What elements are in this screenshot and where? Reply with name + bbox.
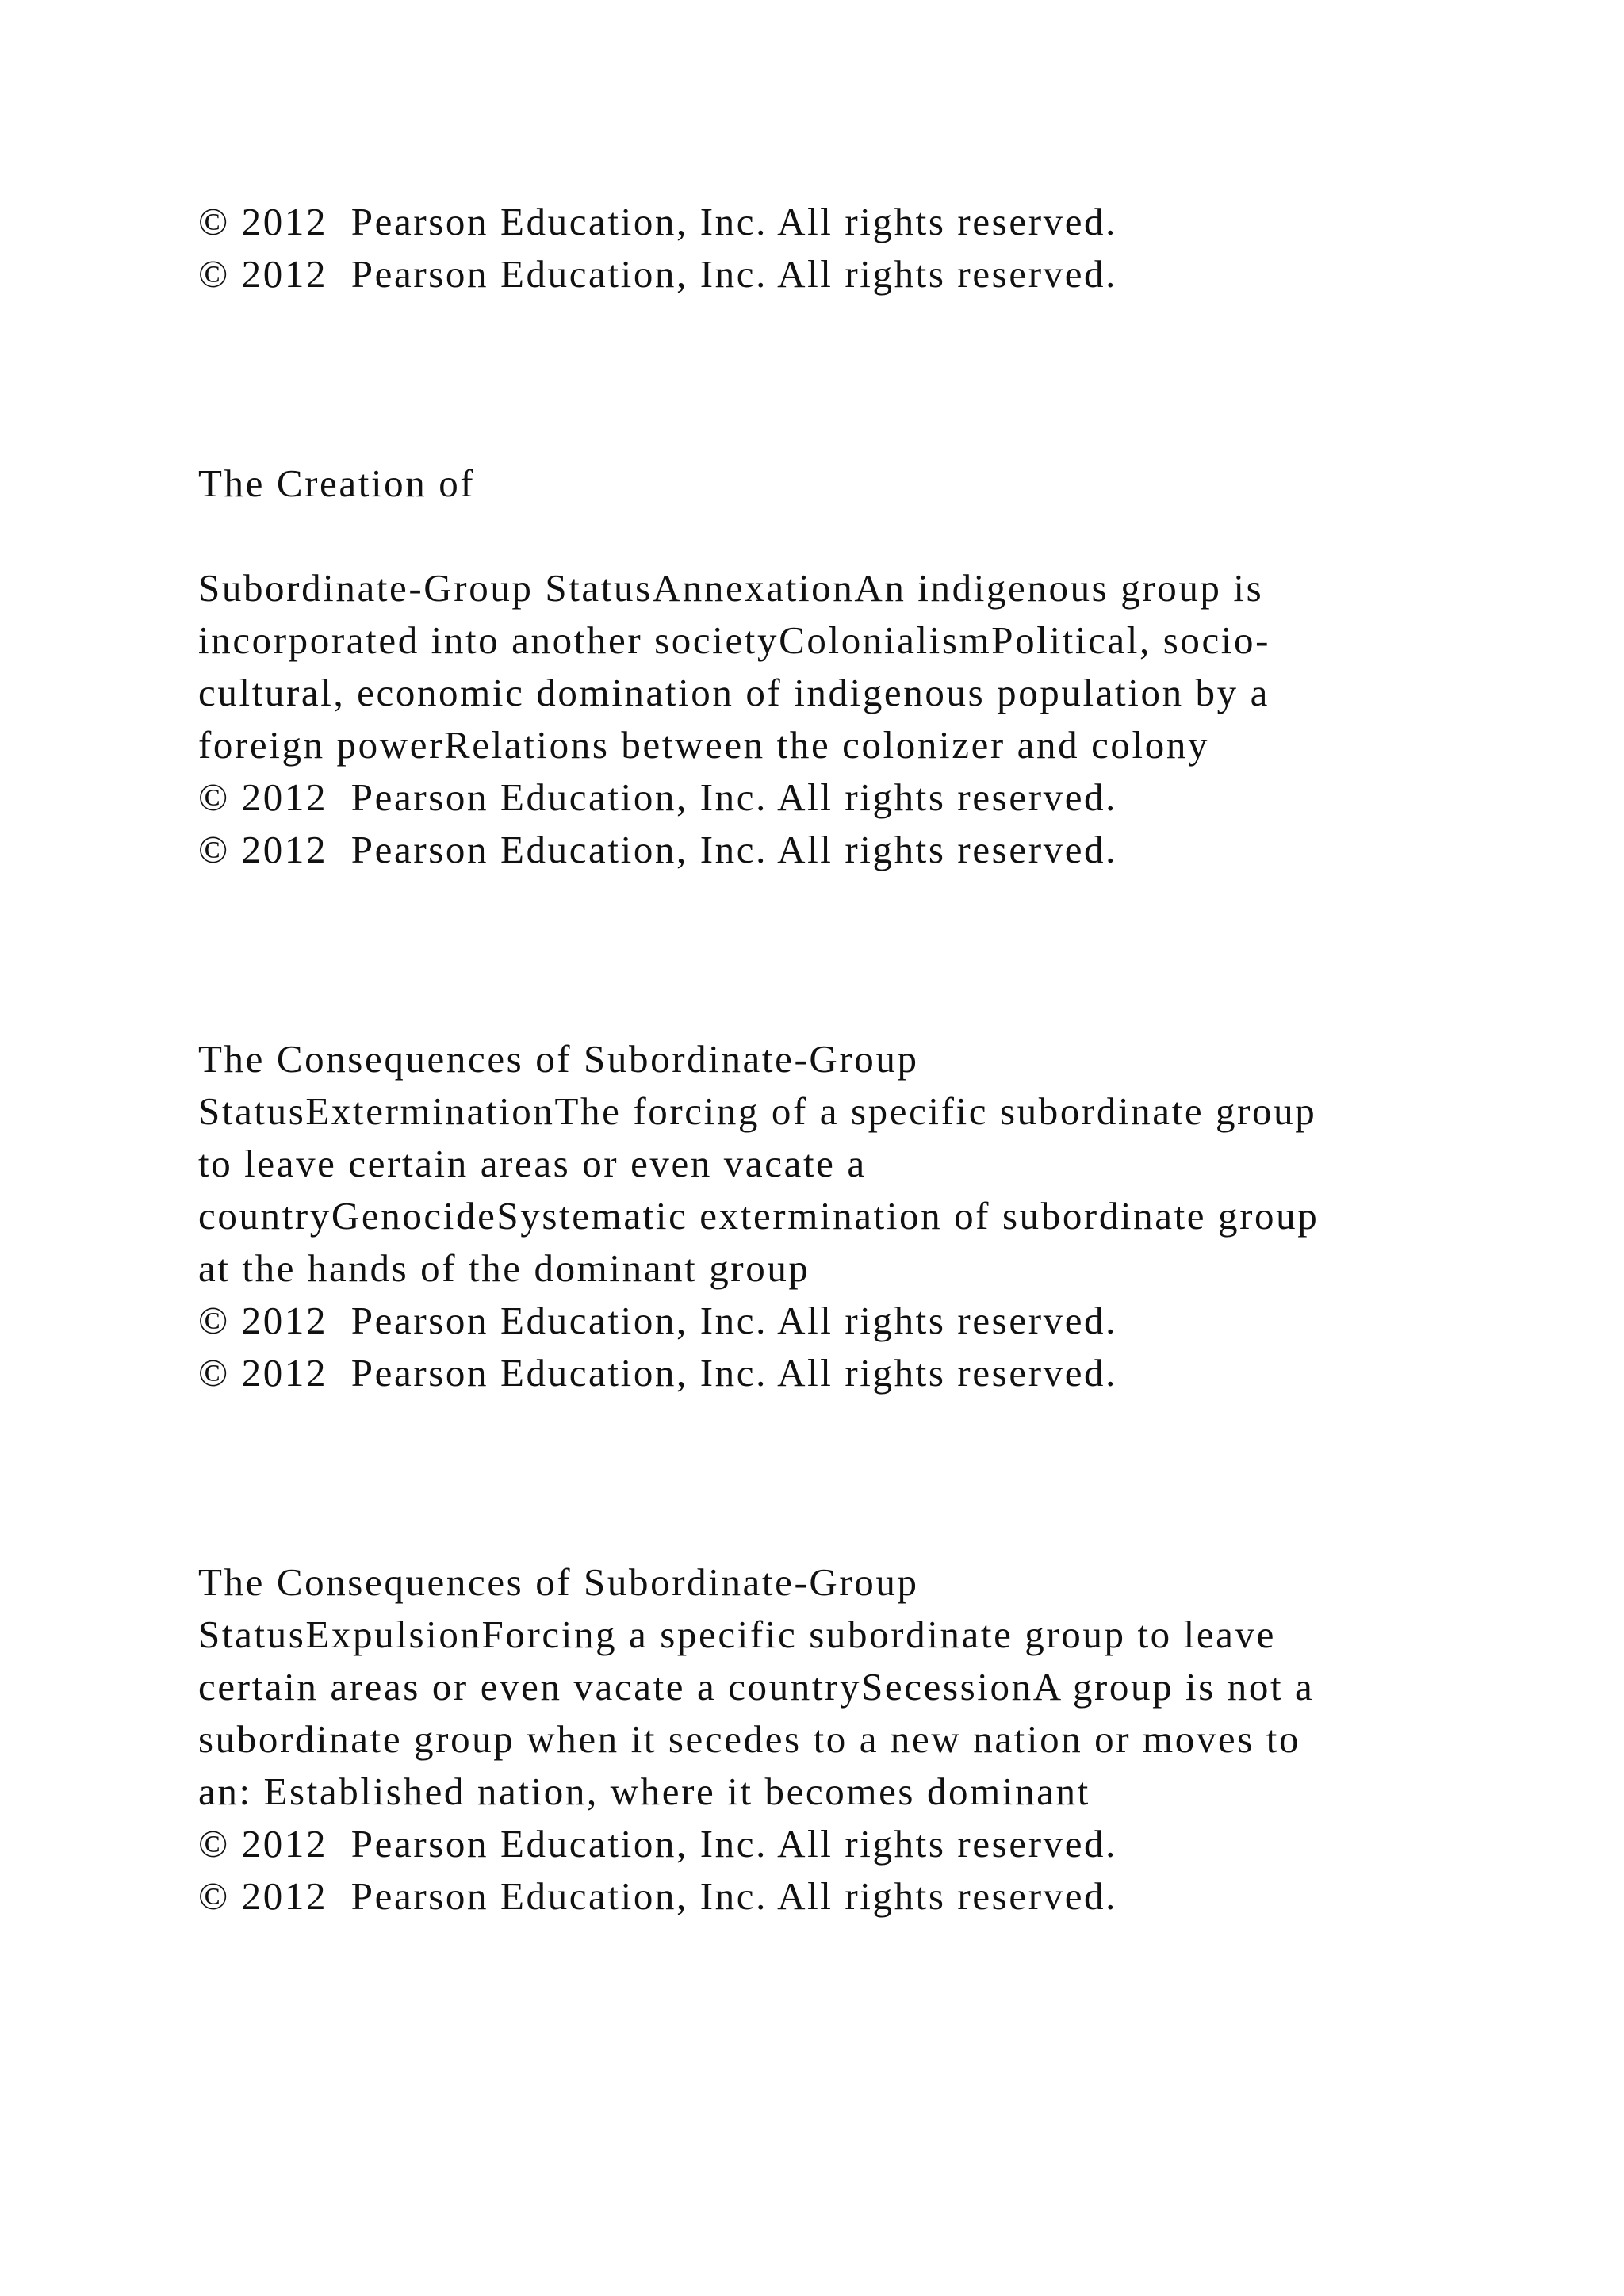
copyright-line: © 2012 Pearson Education, Inc. All rights reserved. (198, 1351, 1118, 1395)
copyright-line: © 2012 Pearson Education, Inc. All rights reserved. (198, 1299, 1118, 1342)
slide-heading: The Consequences of Subordinate-Group (198, 1037, 919, 1081)
slide-heading: The Consequences of Subordinate-Group (198, 1560, 919, 1604)
body-text-line: subordinate group when it secedes to a new nation or moves to (198, 1717, 1301, 1761)
body-text-line: StatusExterminationThe forcing of a specific subordinate group (198, 1089, 1317, 1133)
body-text-line: countryGenocideSystematic extermination of subordinate group (198, 1194, 1320, 1238)
body-text-line: incorporated into another societyColonialismPolitical, socio- (198, 618, 1271, 662)
copyright-line: © 2012 Pearson Education, Inc. All rights reserved. (198, 775, 1118, 819)
copyright-line: © 2012 Pearson Education, Inc. All rights reserved. (198, 200, 1118, 243)
copyright-line: © 2012 Pearson Education, Inc. All rights reserved. (198, 1874, 1118, 1918)
body-text-line: foreign powerRelations between the colonizer and colony (198, 723, 1210, 767)
body-text-line: certain areas or even vacate a countrySecessionA group is not a (198, 1665, 1315, 1709)
body-text-line: at the hands of the dominant group (198, 1246, 810, 1290)
copyright-line: © 2012 Pearson Education, Inc. All rights reserved. (198, 1822, 1118, 1866)
copyright-line: © 2012 Pearson Education, Inc. All rights reserved. (198, 828, 1118, 871)
body-text-line: StatusExpulsionForcing a specific subordinate group to leave (198, 1613, 1276, 1656)
slide-heading: The Creation of (198, 461, 476, 505)
body-text-line: cultural, economic domination of indigenous population by a (198, 671, 1270, 714)
body-text-line: to leave certain areas or even vacate a (198, 1142, 867, 1185)
body-text-line: Subordinate-Group StatusAnnexationAn indigenous group is (198, 566, 1264, 610)
body-text-line: an: Established nation, where it becomes dominant (198, 1770, 1090, 1813)
copyright-line: © 2012 Pearson Education, Inc. All rights reserved. (198, 252, 1118, 296)
